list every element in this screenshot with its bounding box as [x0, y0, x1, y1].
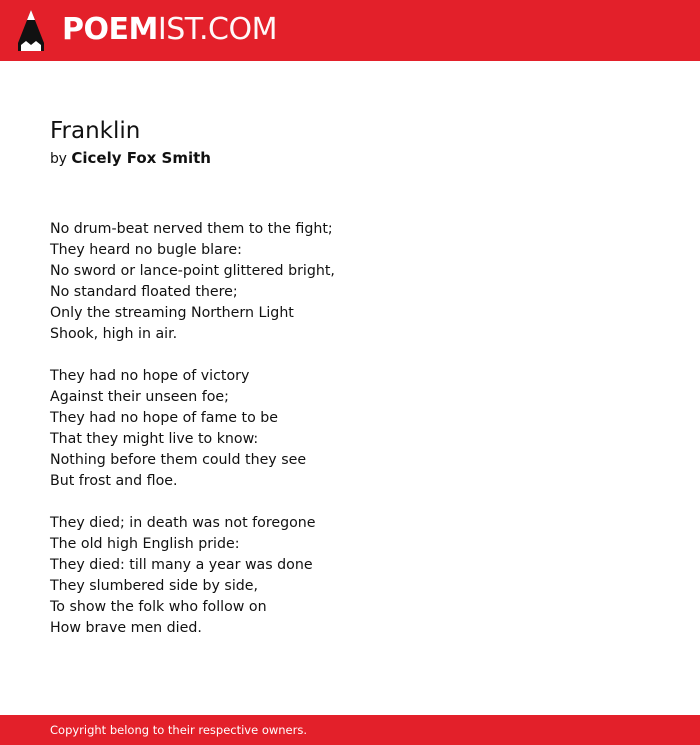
poem-line: They died: till many a year was done	[50, 557, 313, 573]
logo-text-bold: POEM	[62, 12, 158, 47]
poem-line: That they might live to know:	[50, 431, 259, 447]
site-logo[interactable]	[62, 12, 277, 48]
poem-body	[50, 219, 650, 660]
author-name[interactable]: Cicely Fox Smith	[71, 149, 211, 167]
by-label: by	[50, 151, 67, 167]
pencil-tip-icon[interactable]	[18, 10, 44, 51]
poem-line: No sword or lance-point glittered bright,	[50, 263, 335, 279]
poem-title: Franklin	[50, 118, 141, 144]
poem-line: They had no hope of victory	[50, 368, 250, 384]
poem-line: Against their unseen foe;	[50, 389, 229, 405]
poem-line: They had no hope of fame to be	[50, 410, 279, 426]
poem-line: No drum-beat nerved them to the fight;	[50, 221, 333, 237]
logo-text-rest: IST.COM	[157, 12, 277, 47]
poem-line: They slumbered side by side,	[50, 578, 259, 594]
poem-line: Nothing before them could they see	[50, 452, 307, 468]
byline	[50, 147, 650, 170]
site-header	[0, 0, 700, 61]
stanza-1	[50, 219, 650, 345]
poem-line: The old high English pride:	[50, 536, 240, 552]
poem-line: Shook, high in air.	[50, 326, 178, 342]
site-footer	[0, 715, 700, 745]
poem-line: They heard no bugle blare:	[50, 242, 242, 258]
copyright-text: Copyright belong to their respective owners.	[50, 723, 308, 737]
poem-line: They died; in death was not foregone	[50, 515, 316, 531]
poem-line: How brave men died.	[50, 620, 202, 636]
poem-line: No standard floated there;	[50, 284, 238, 300]
stanza-2	[50, 366, 650, 492]
stanza-3	[50, 513, 650, 639]
poem-line: But frost and floe.	[50, 473, 178, 489]
poem-header	[50, 116, 650, 170]
poem-line: To show the folk who follow on	[50, 599, 267, 615]
poem-line: Only the streaming Northern Light	[50, 305, 294, 321]
